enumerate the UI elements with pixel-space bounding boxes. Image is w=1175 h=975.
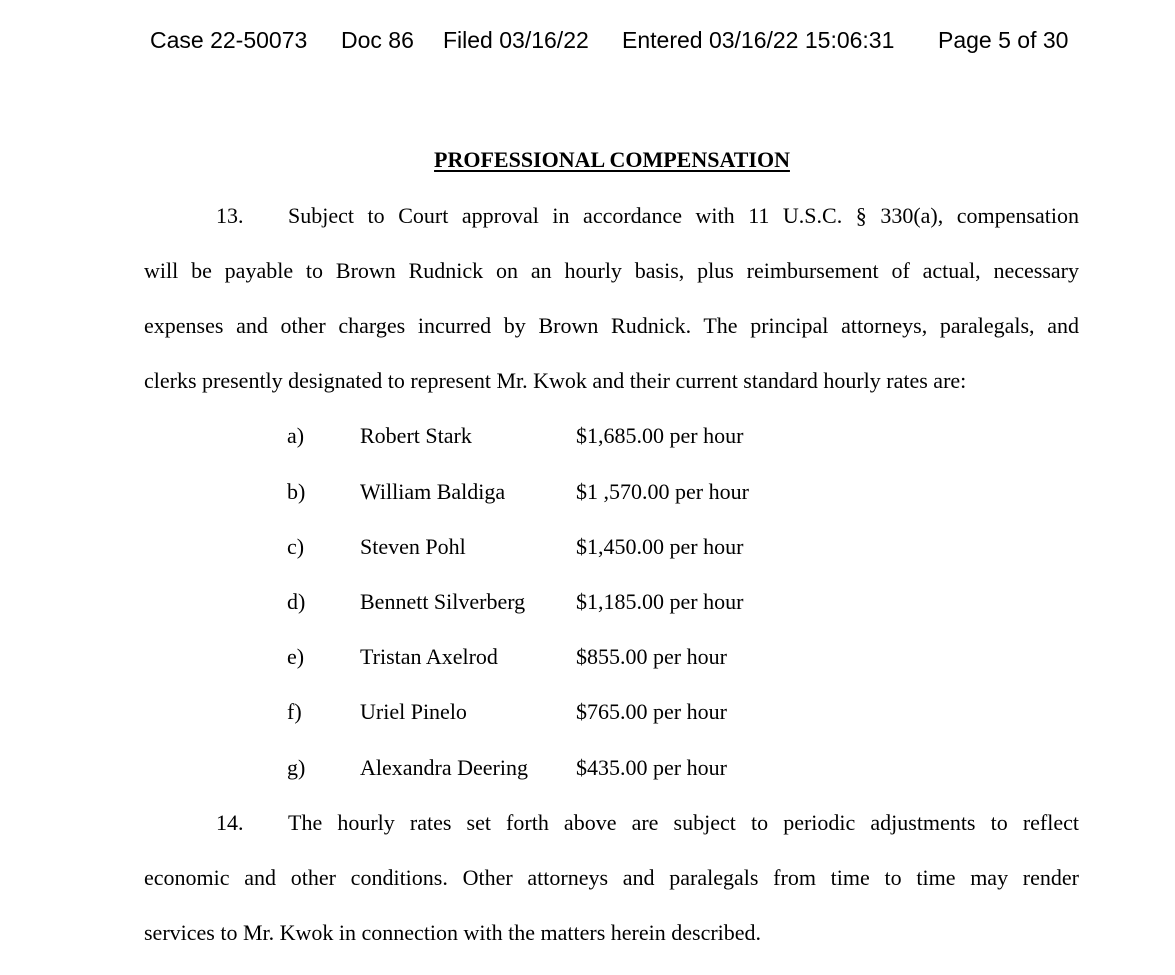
paragraph-13-number: 13. (216, 203, 244, 228)
rate-item-letter: g) (287, 755, 306, 780)
filed-date: Filed 03/16/22 (443, 27, 589, 53)
rate-item-letter: c) (287, 534, 305, 559)
rate-item-letter: e) (287, 644, 305, 669)
filing-header (0, 22, 1175, 58)
paragraph-14-line-2: economic and other conditions. Other attorneys and paralegals from time to time may render (144, 865, 1079, 890)
rate-item-letter: f) (287, 699, 302, 724)
rate-item-letter: a) (287, 423, 305, 448)
entered-date: Entered 03/16/22 15:06:31 (622, 27, 895, 53)
rate-item-name: Tristan Axelrod (360, 644, 498, 669)
paragraph-14-line-3: services to Mr. Kwok in connection with the matters herein described. (144, 920, 762, 945)
rate-item-rate: $765.00 per hour (576, 699, 727, 724)
paragraph-13-line-3: expenses and other charges incurred by Brown Rudnick. The principal attorneys, paralegals, and (144, 313, 1079, 338)
paragraph-13-line-4: clerks presently designated to represent Mr. Kwok and their current standard hourly rates are: (144, 368, 967, 393)
rate-item-rate: $1,185.00 per hour (576, 589, 744, 614)
rate-item-rate: $1,685.00 per hour (576, 423, 744, 448)
paragraph-14-number: 14. (216, 810, 244, 835)
rate-item-name: Alexandra Deering (360, 755, 528, 780)
section-heading: PROFESSIONAL COMPENSATION (434, 147, 790, 172)
rate-item-rate: $435.00 per hour (576, 755, 727, 780)
rate-item-letter: d) (287, 589, 306, 614)
rate-item-name: Bennett Silverberg (360, 589, 526, 614)
page-indicator: Page 5 of 30 (938, 27, 1069, 53)
rate-item-name: Uriel Pinelo (360, 699, 467, 724)
paragraph-14-line-1 (144, 807, 1079, 839)
paragraph-13-line-1 (144, 200, 1079, 232)
case-number: Case 22-50073 (150, 27, 308, 53)
paragraph-13-line-2: will be payable to Brown Rudnick on an hourly basis, plus reimbursement of actual, necessary (144, 258, 1079, 283)
rate-item-name: Robert Stark (360, 423, 472, 448)
rate-item-rate: $1 ,570.00 per hour (576, 479, 749, 504)
paragraph-14-text-1: The hourly rates set forth above are subject to periodic adjustments to reflect (288, 810, 1079, 835)
paragraph-13-text-1: Subject to Court approval in accordance with 11 U.S.C. § 330(a), compensation (288, 203, 1079, 228)
doc-number: Doc 86 (341, 27, 414, 53)
rate-item-letter: b) (287, 479, 306, 504)
rate-item-rate: $855.00 per hour (576, 644, 727, 669)
rate-item-name: William Baldiga (360, 479, 506, 504)
rate-item-rate: $1,450.00 per hour (576, 534, 744, 559)
rate-item-name: Steven Pohl (360, 534, 466, 559)
